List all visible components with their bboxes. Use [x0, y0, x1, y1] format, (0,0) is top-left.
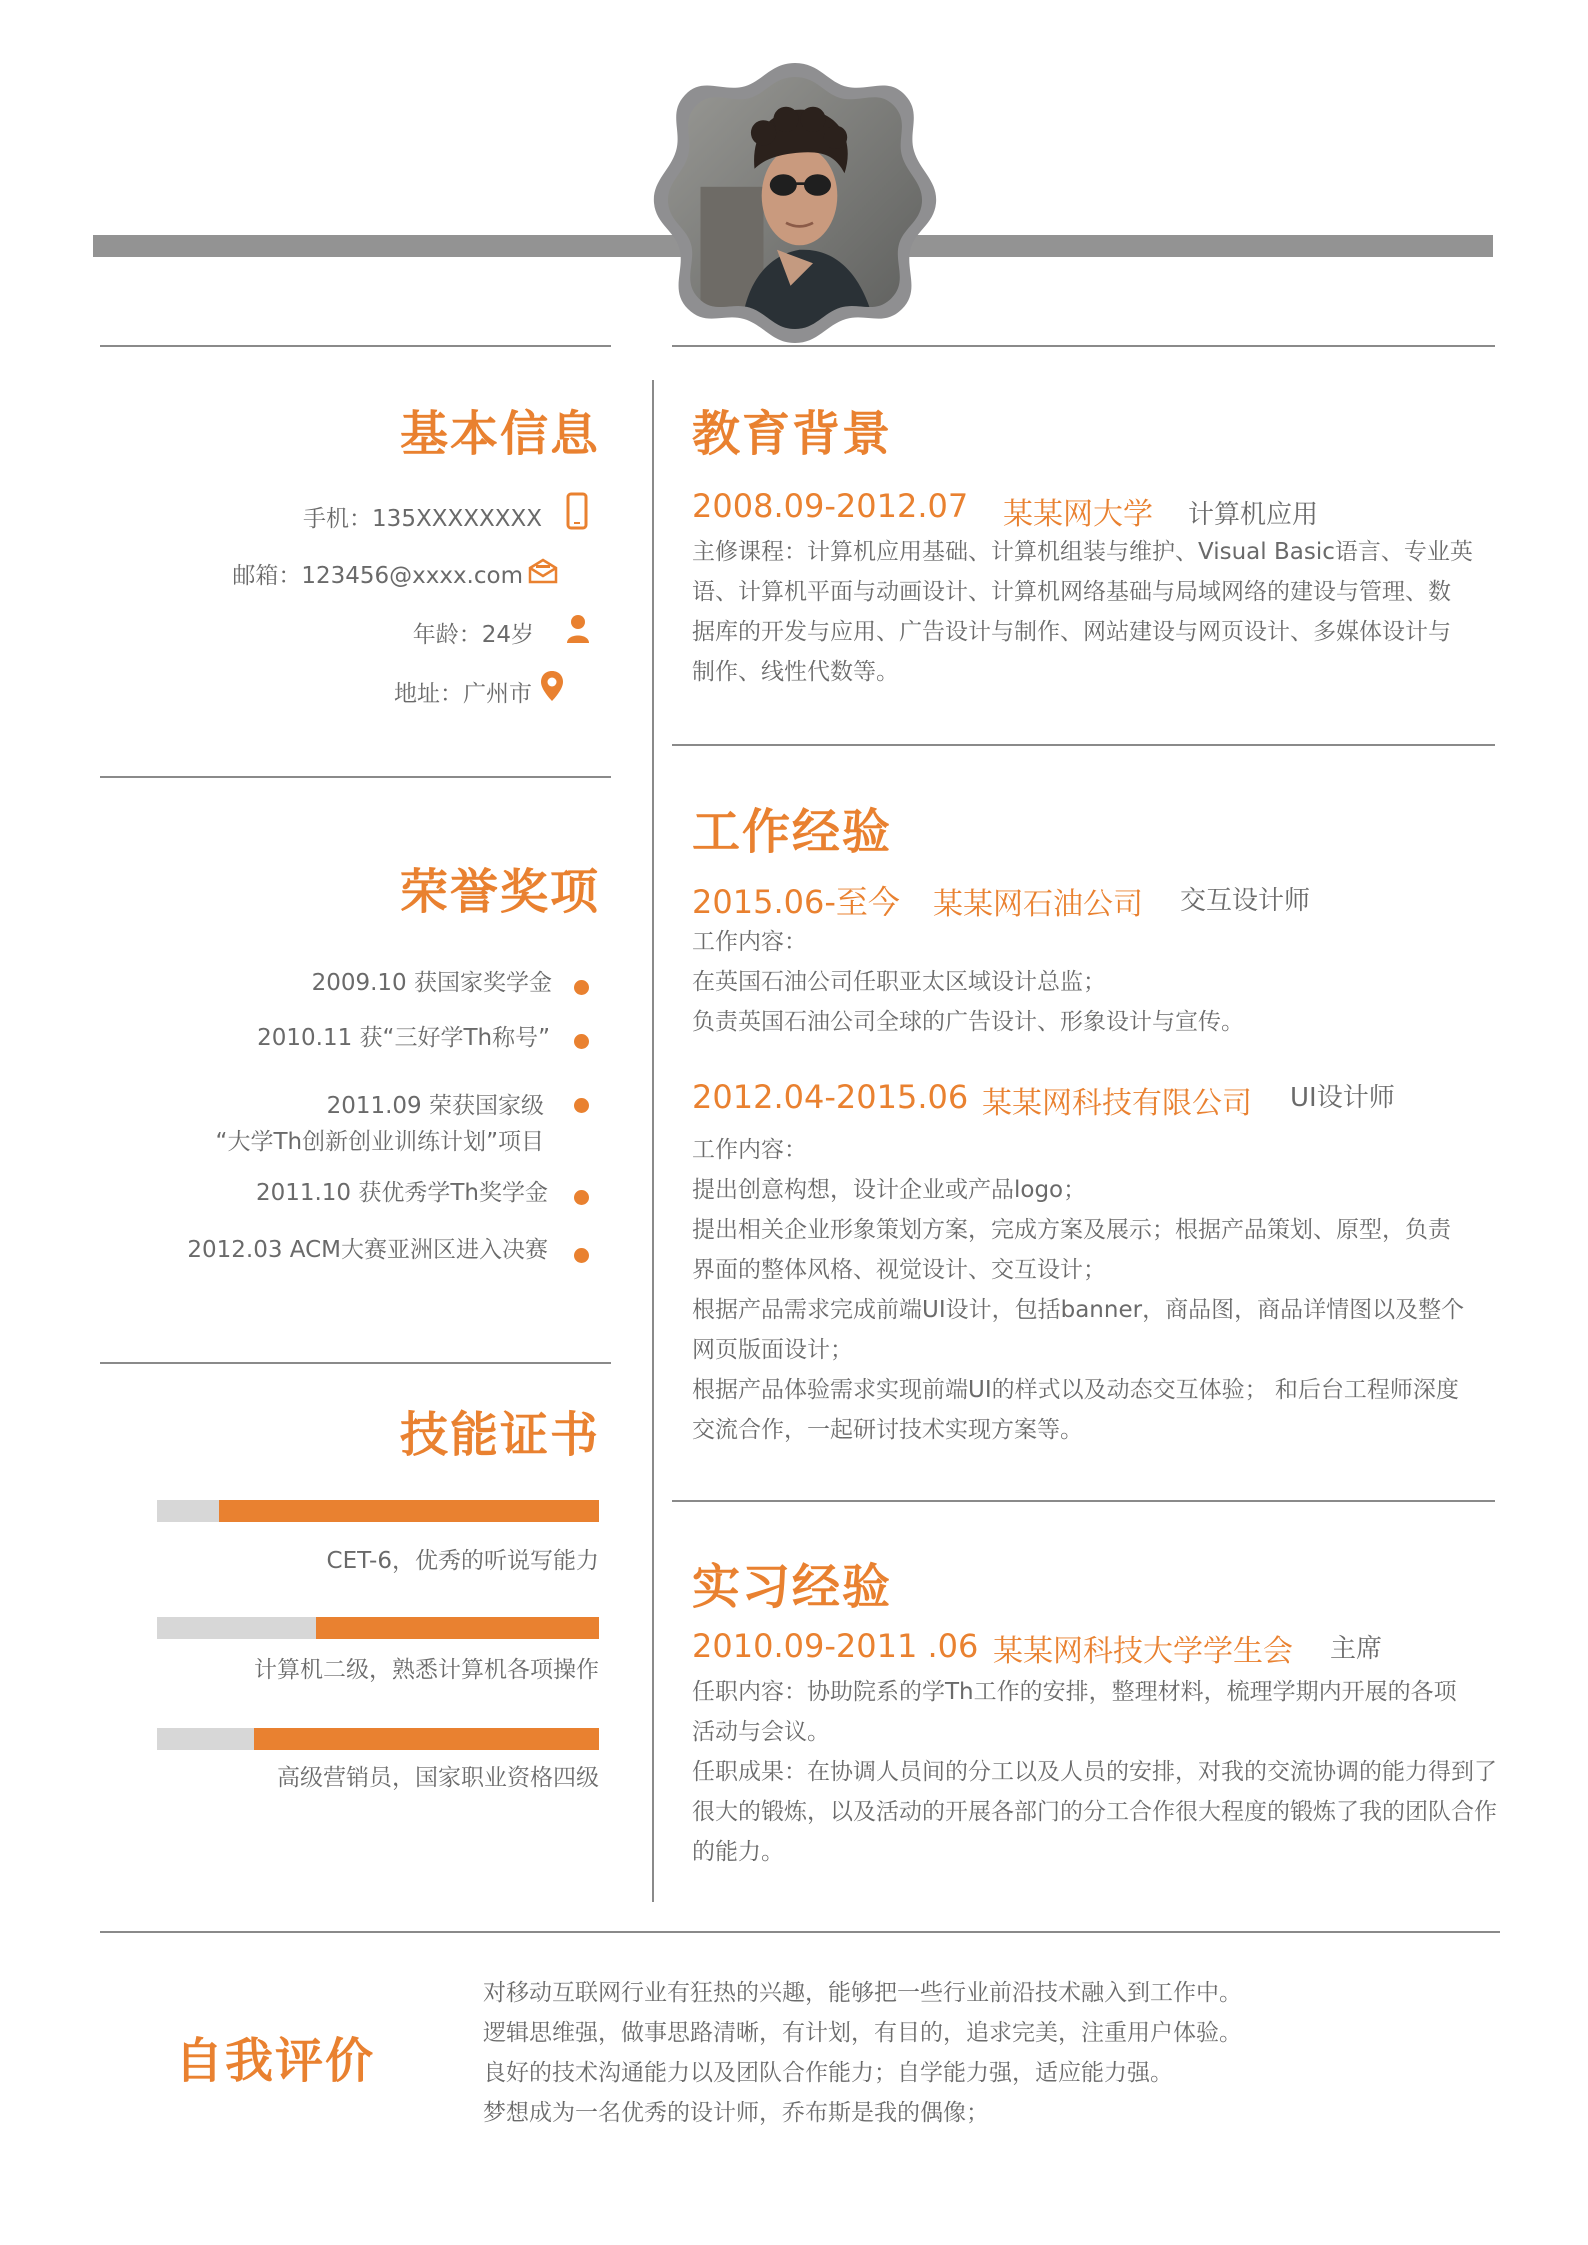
- award-item: [216, 1088, 544, 1160]
- education-date: 2008.09-2012.07: [692, 487, 969, 525]
- work-role: UI设计师: [1290, 1083, 1395, 1113]
- location-pin-icon: [540, 670, 564, 702]
- age-text: 年龄：24岁: [412, 622, 534, 648]
- work-org: 某某网科技有限公司: [982, 1086, 1252, 1121]
- address-text: 地址：广州市: [394, 681, 532, 707]
- award-item: [312, 965, 552, 1001]
- skill-bar: [157, 1500, 599, 1522]
- section-title-self: 自我评价: [175, 2033, 376, 2089]
- skill-bar: [157, 1617, 599, 1639]
- section-title-education: 教育背景: [692, 406, 893, 462]
- text-line: 任职成果：在协调人员间的分工以及人员的安排，对我的交流协调的能力得到了: [692, 1759, 1497, 1785]
- internship-org: 某某网科技大学学生会: [993, 1634, 1293, 1669]
- text-line: 工作内容：: [692, 929, 807, 955]
- section-title-awards: 荣誉奖项: [399, 864, 600, 920]
- section-title-skills: 技能证书: [399, 1407, 600, 1463]
- divider: [672, 345, 1495, 347]
- skill-bar-fill: [316, 1617, 599, 1639]
- education-org: 某某网大学: [1003, 497, 1153, 532]
- text-line: 任职内容：协助院系的学Th工作的安排，整理材料，梳理学期内开展的各项: [692, 1679, 1457, 1705]
- text-line: 负责英国石油公司全球的广告设计、形象设计与宣传。: [692, 1009, 1244, 1035]
- divider: [100, 776, 611, 778]
- award-line: “大学Th创新创业训练计划”项目: [215, 1129, 544, 1155]
- award-line: 2009.10 获国家奖学金: [311, 970, 552, 996]
- skill-bar-fill: [219, 1500, 599, 1522]
- column-divider: [652, 380, 654, 1902]
- text-line: 界面的整体风格、视觉设计、交互设计；: [692, 1257, 1106, 1283]
- text-line: 对移动互联网行业有狂热的兴趣，能够把一些行业前沿技术融入到工作中。: [483, 1980, 1242, 2006]
- divider: [100, 345, 611, 347]
- award-item: [256, 1175, 548, 1211]
- text-line: 主修课程：计算机应用基础、计算机组装与维护、Visual Basic语言、专业英: [692, 539, 1473, 565]
- mail-icon: [528, 558, 558, 584]
- award-line: 2011.09 荣获国家级: [326, 1093, 544, 1119]
- internship-role: 主席: [1330, 1634, 1383, 1664]
- award-item: [187, 1232, 548, 1268]
- award-bullet: [574, 1248, 589, 1263]
- section-title-work: 工作经验: [692, 804, 893, 860]
- internship-description: [692, 1672, 1497, 1872]
- work-date: 2012.04-2015.06: [692, 1078, 969, 1116]
- work-role: 交互设计师: [1180, 886, 1311, 916]
- divider: [672, 1500, 1495, 1502]
- work-description: [692, 922, 1492, 1042]
- text-line: 的能力。: [692, 1839, 784, 1865]
- skill-bar: [157, 1728, 599, 1750]
- award-bullet: [574, 1034, 589, 1049]
- text-line: 逻辑思维强，做事思路清晰，有计划，有目的，追求完美，注重用户体验。: [483, 2020, 1242, 2046]
- avatar: [650, 55, 940, 345]
- text-line: 良好的技术沟通能力以及团队合作能力；自学能力强，适应能力强。: [483, 2060, 1173, 2086]
- skill-bar-fill: [254, 1728, 599, 1750]
- text-line: 提出相关企业形象策划方案，完成方案及展示；根据产品策划、原型，负责: [692, 1217, 1451, 1243]
- text-line: 据库的开发与应用、广告设计与制作、网站建设与网页设计、多媒体设计与: [692, 619, 1451, 645]
- work-description: [692, 1130, 1492, 1450]
- email-text: 邮箱：123456@xxxx.com: [232, 563, 523, 589]
- text-line: 制作、线性代数等。: [692, 659, 899, 685]
- work-org: 某某网石油公司: [933, 887, 1143, 922]
- award-item: [257, 1020, 550, 1056]
- award-bullet: [574, 1190, 589, 1205]
- section-title-internship: 实习经验: [692, 1559, 893, 1615]
- person-icon: [566, 614, 590, 644]
- text-line: 活动与会议。: [692, 1719, 830, 1745]
- skill-label: CET-6，优秀的听说写能力: [326, 1548, 599, 1574]
- skill-label: 高级营销员，国家职业资格四级: [277, 1765, 599, 1791]
- divider: [672, 744, 1495, 746]
- award-line: 2011.10 获优秀学Th奖学金: [255, 1180, 548, 1206]
- self-description: [483, 1973, 1283, 2133]
- award-line: 2012.03 ACM大赛亚洲区进入决赛: [187, 1237, 548, 1263]
- skill-label: 计算机二级，熟悉计算机各项操作: [254, 1657, 599, 1683]
- section-title-basic: 基本信息: [399, 406, 600, 462]
- text-line: 提出创意构想，设计企业或产品logo；: [692, 1177, 1087, 1203]
- text-line: 在英国石油公司任职亚太区域设计总监；: [692, 969, 1106, 995]
- award-bullet: [574, 1098, 589, 1113]
- education-major: 计算机应用: [1188, 500, 1319, 530]
- internship-date: 2010.09-2011 .06: [692, 1627, 979, 1665]
- education-description: [692, 532, 1492, 692]
- text-line: 工作内容：: [692, 1137, 807, 1163]
- text-line: 交流合作，一起研讨技术实现方案等。: [692, 1417, 1083, 1443]
- text-line: 很大的锻炼，以及活动的开展各部门的分工合作很大程度的锻炼了我的团队合作: [692, 1799, 1497, 1825]
- text-line: 网页版面设计；: [692, 1337, 853, 1363]
- award-line: 2010.11 获“三好学Th称号”: [257, 1025, 550, 1051]
- text-line: 语、计算机平面与动画设计、计算机网络基础与局域网络的建设与管理、数: [692, 579, 1451, 605]
- phone-text: 手机：135XXXXXXXX: [303, 506, 542, 532]
- divider: [100, 1931, 1500, 1933]
- text-line: 梦想成为一名优秀的设计师，乔布斯是我的偶像；: [483, 2100, 989, 2126]
- award-bullet: [574, 980, 589, 995]
- text-line: 根据产品体验需求实现前端UI的样式以及动态交互体验； 和后台工程师深度: [692, 1377, 1459, 1403]
- phone-icon: [566, 492, 588, 530]
- divider: [100, 1362, 611, 1364]
- work-date: 2015.06-至今: [692, 883, 900, 921]
- text-line: 根据产品需求完成前端UI设计，包括banner，商品图，商品详情图以及整个: [692, 1297, 1465, 1323]
